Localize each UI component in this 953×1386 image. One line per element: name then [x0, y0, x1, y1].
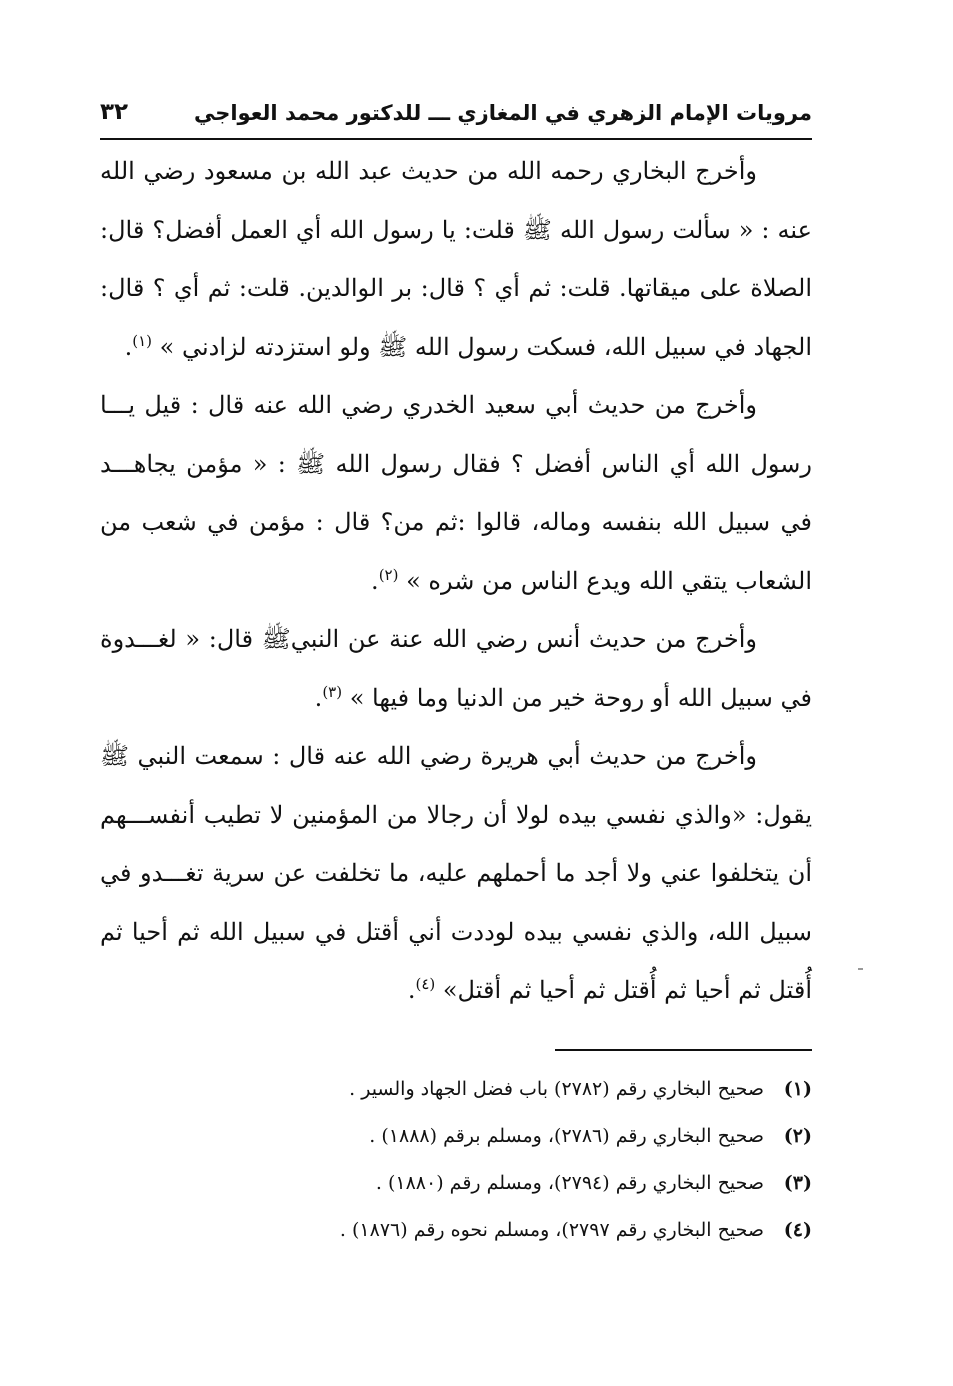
footnote-reference: (٣) — [322, 682, 343, 701]
footnote-number: (٤) — [783, 1219, 812, 1241]
paragraph-end: . — [407, 976, 416, 1004]
scan-speck — [858, 968, 863, 970]
footnote-text: صحيح البخاري رقم (٢٧٨٢) باب فضل الجهاد والسير . — [349, 1078, 764, 1100]
paragraph-text: وأخرج من حديث أنس رضي الله عنة عن النبيﷺ قال: « لغـــدوة في سبيل الله أو روحة خير من الدنيا وما فيها » — [100, 625, 812, 712]
paragraph — [100, 376, 812, 610]
footnote-divider — [555, 1049, 812, 1051]
header-title: مرويات الإمام الزهري في المغازي ـــ للدكتور محمد العواجي — [193, 101, 812, 125]
main-text — [100, 142, 812, 1020]
paragraph-text: وأخرج البخاري رحمه الله من حديث عبد الله بن مسعود رضي الله عنه : « سألت رسول الله ﷺ قلت: يا رسول الله أي العمل أفضل؟ قال: الصلاة على ميقاتها. قلت: ثم أي ؟ قال: بر الوالدين. قلت: ثم أي ؟ قال: الجهاد في سبيل الله، فسكت رسول الله ﷺ ولو استزدته لزادني » — [100, 157, 812, 361]
footnote-text: صحيح البخاري رقم (٢٧٩٤)، ومسلم رقم (١٨٨٠) . — [375, 1172, 764, 1194]
paragraph-end: . — [124, 332, 133, 361]
page-number: ٣٢ — [100, 99, 129, 125]
footnote-number: (٢) — [783, 1125, 812, 1147]
footnote-text: صحيح البخاري رقم ٢٧٩٧)، ومسلم نحوه رقم (١٨٧٦) . — [339, 1219, 764, 1241]
footnote-item — [100, 1066, 812, 1113]
footnote-reference: (١) — [132, 331, 153, 350]
paragraph — [100, 610, 812, 727]
footnote-item — [100, 1207, 812, 1254]
footnote-reference: (٤) — [415, 975, 436, 993]
footnote-reference: (٢) — [378, 565, 399, 584]
paragraph — [100, 142, 812, 376]
running-header — [100, 95, 812, 135]
footnote-number: (٣) — [783, 1172, 812, 1194]
paragraph — [100, 727, 812, 1020]
footnote-number: (١) — [783, 1078, 812, 1100]
paragraph-text: وأخرج من حديث أبي هريرة رضي الله عنه قال : سمعت النبي ﷺ يقول: «والذي نفسي بيده لولا أن رجالا من المؤمنين لا تطيب أنفســـهم أن يتخلفوا عني ولا أجد ما أحملهم عليه، ما تخلفت عن سرية تغـــدو في سبيل الله، والذي نفسي بيده لوددت أني أقتل في سبيل الله ثم أحيا ثم أُقتل ثم أحيا ثم أُقتل ثم أحيا ثم أقتل» — [100, 742, 812, 1004]
footnote-item — [100, 1160, 812, 1207]
paragraph-end: . — [314, 683, 323, 712]
paragraph-end: . — [371, 566, 379, 595]
header-divider — [100, 138, 812, 140]
paragraph-text: وأخرج من حديث أبي سعيد الخدري رضي الله عنه قال : قيل يـــا رسول الله أي الناس أفضل ؟ فقال رسول الله ﷺ : « مؤمن يجاهـــد في سبيل الله بنفسه وماله، قالوا :ثم من؟ قال : مؤمن في شعب من الشعاب يتقي الله ويدع الناس من شره » — [100, 391, 813, 595]
footnotes — [100, 1066, 812, 1254]
footnote-text: صحيح البخاري رقم (٢٧٨٦)، ومسلم برقم (١٨٨٨) . — [369, 1125, 764, 1147]
footnote-item — [100, 1113, 812, 1160]
